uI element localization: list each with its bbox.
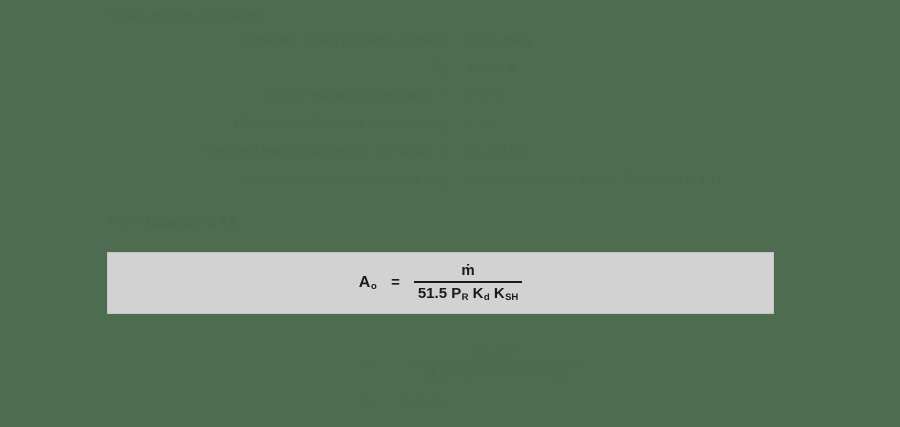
formula-denominator — [414, 283, 522, 304]
denominator-subscript: R — [461, 292, 469, 304]
condition-value: 377psi a — [465, 60, 517, 75]
equation-reference: From Equation 9.4.8 — [108, 214, 238, 229]
condition-label: Steam relieving temperature, T : — [263, 88, 456, 103]
condition-symbol: P — [432, 60, 442, 75]
steam-conditions-list — [108, 32, 768, 200]
calculation-result-exponent: 2 — [442, 398, 448, 409]
condition-label — [108, 116, 456, 134]
condition-symbol-subscript: R — [441, 66, 449, 78]
condition-row — [108, 60, 768, 88]
calculation-fraction — [402, 344, 587, 383]
formula-expression — [359, 262, 523, 303]
calculation-numerator: 10 259 — [473, 344, 516, 359]
condition-label: Required mass flow through the valve, ṁ : — [203, 144, 456, 159]
condition-row — [108, 172, 768, 200]
condition-row — [108, 144, 768, 172]
section-title: Steam system conditions: — [108, 8, 265, 23]
denominator-part: K — [489, 284, 505, 302]
calculation-expression — [358, 344, 587, 383]
condition-value: 0.92 (superheated steam. See Table 9.4.1) — [465, 172, 721, 187]
condition-label-text: Superheated correction factor, K — [241, 172, 435, 187]
condition-label-suffix: : — [448, 116, 456, 131]
condition-label-suffix: : — [448, 60, 456, 75]
formula-fraction — [414, 262, 522, 303]
condition-row — [108, 32, 768, 60]
formula-lhs — [359, 274, 377, 293]
calculation-result — [358, 394, 448, 409]
condition-label: Upstream (inlet) relieving pressure : — [242, 32, 456, 47]
condition-label — [108, 60, 456, 78]
formula-lhs-subscript: o — [370, 281, 378, 293]
calculation-denominator: 51.5 x 377 x 0.72 x 0.92 — [422, 366, 567, 382]
denominator-part: 51.5 P — [417, 284, 462, 302]
formula-box — [107, 252, 774, 314]
condition-value: 362.5 psi g — [465, 32, 532, 47]
formula-equals-sign: = — [391, 274, 400, 292]
condition-symbol-subscript: SH — [435, 178, 449, 190]
denominator-subscript: d — [483, 292, 490, 304]
calculation-lhs: Ao — [358, 356, 375, 372]
formula-lhs-symbol: A — [358, 273, 371, 291]
condition-label-suffix: : — [448, 172, 456, 187]
condition-label-text: Effective coefficient of discharge, K — [233, 116, 443, 131]
condition-symbol-subscript: d — [443, 122, 449, 134]
condition-value: 0.72 — [465, 116, 492, 131]
formula-numerator: ṁ — [461, 262, 475, 280]
condition-value: 10 259 lb/h — [465, 144, 532, 159]
calculation-result-label: Ao = — [358, 394, 387, 409]
condition-value: 672 °F — [465, 88, 505, 103]
denominator-part: K — [468, 284, 484, 302]
calculation-row — [358, 344, 587, 383]
denominator-subscript: SH — [505, 292, 519, 304]
calculation-result-value: 0.88 in — [402, 394, 443, 409]
condition-label — [108, 172, 456, 190]
condition-row — [108, 88, 768, 116]
condition-row — [108, 116, 768, 144]
